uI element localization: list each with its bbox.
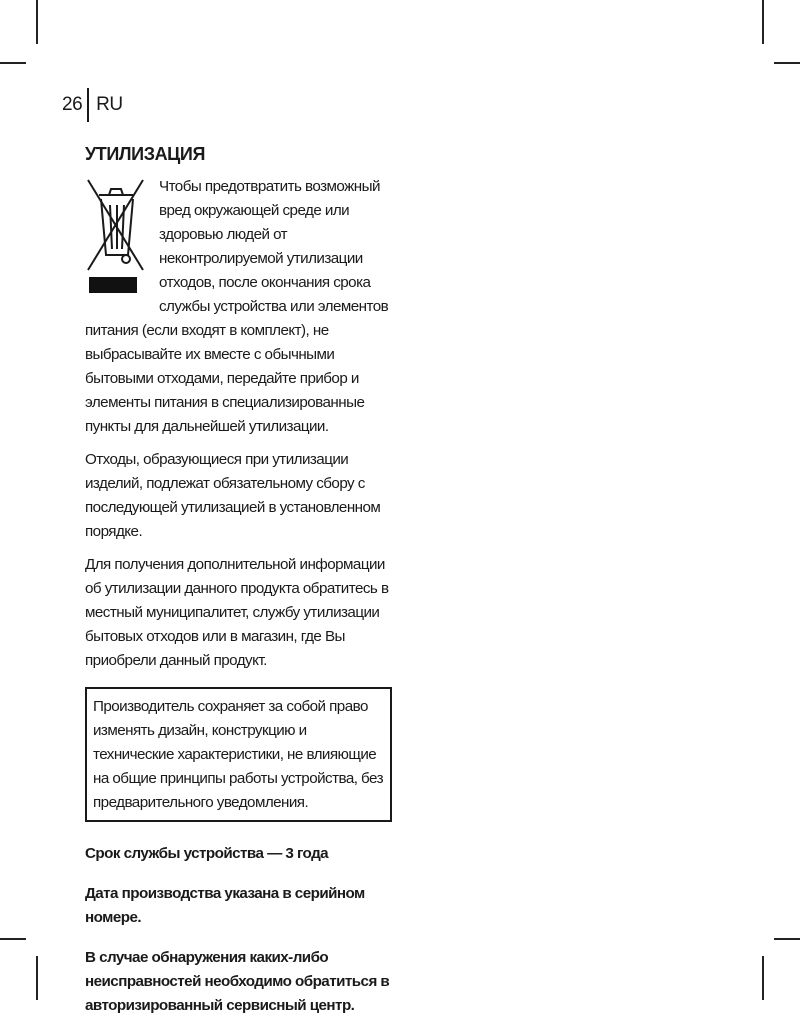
disposal-section [85,142,390,1034]
crop-mark-bottom-right [762,956,764,1000]
crop-mark-top-left-h [0,62,26,64]
page-number: 26 [62,94,83,115]
crop-mark-bottom-left [36,956,38,1000]
crop-mark-top-right [762,0,764,44]
page-header [62,88,123,122]
crop-mark-top-right-h [774,62,800,64]
defects-note: В случае обнаружения каких-либо неисправностей необходимо обратиться в авторизированный сервисный центр. [85,949,390,1014]
crop-mark-bottom-right-h [774,938,800,940]
language-code: RU [96,94,123,115]
section-title: УТИЛИЗАЦИЯ [85,144,205,164]
intro-paragraph: Чтобы предотвратить возможный вред окружающей среде или здоровью людей от неконтролируемой утилизации отходов, после окончания срока службы устройства или элементов питания (если входят в комплект), не выбрасывайте их вместе с обычными бытовыми отходами, передайте прибор и элементы питания в специализированные пункты для дальнейшей утилизации. [85,178,389,435]
crop-mark-bottom-left-h [0,938,26,940]
manufacturer-notice-box [85,687,392,822]
production-date-note: Дата производства указана в серийном номере. [85,885,365,926]
manufacturer-notice-text: Производитель сохраняет за собой право изменять дизайн, конструкцию и технические характеристики, не влияющие на общие принципы работы устройства, без предварительного уведомления. [93,698,384,811]
crop-mark-top-left [36,0,38,44]
header-divider [87,88,89,122]
paragraph-more-info: Для получения дополнительной информации об утилизации данного продукта обратитесь в местный муниципалитет, службу утилизации бытовых отходов или в магазин, где Вы приобрели данный продукт. [85,556,389,669]
service-life: Срок службы устройства — 3 года [85,845,329,862]
crossed-out-wheelie-bin-icon [85,175,147,297]
weee-bin-icon [85,175,147,305]
paragraph-waste-collection: Отходы, образующиеся при утилизации изделий, подлежат обязательному сбору с последующей утилизацией в установленном порядке. [85,451,381,540]
